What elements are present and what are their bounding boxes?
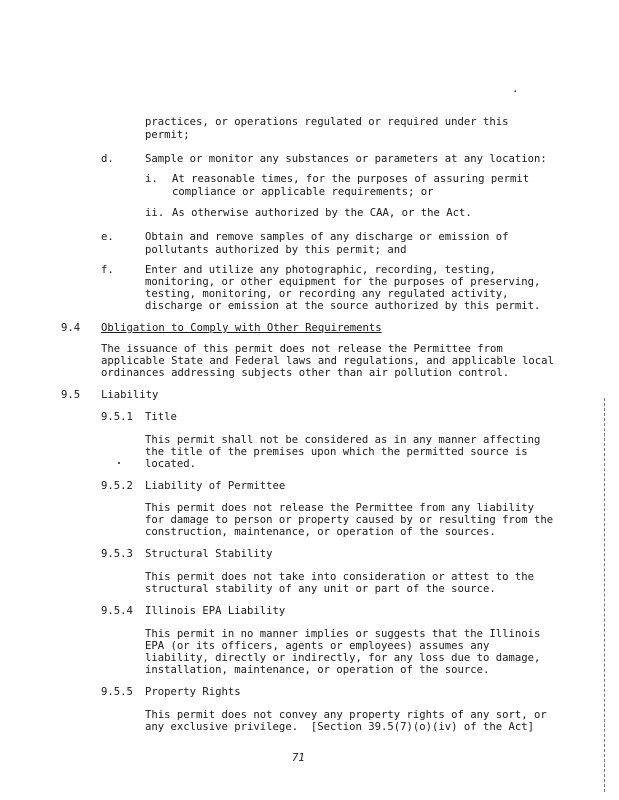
section-9-5-4-number: 9.5.4 xyxy=(101,605,133,617)
section-9-5-4-line-1: This permit in no manner implies or suggests that the Illinois xyxy=(145,628,541,640)
stray-mark xyxy=(118,462,120,464)
item-e-marker: e. xyxy=(101,231,114,243)
item-c-line-2: permit; xyxy=(145,129,190,141)
section-9-4-title: Obligation to Comply with Other Requirements xyxy=(101,322,382,334)
item-d-text: Sample or monitor any substances or parameters at any location: xyxy=(145,153,547,165)
section-9-5-2-title: Liability of Permittee xyxy=(145,480,286,492)
section-9-5-1-line-2: the title of the premises upon which the permitted source is xyxy=(145,446,528,458)
page-number: 71 xyxy=(292,752,305,764)
item-f-marker: f. xyxy=(101,264,114,276)
section-9-5-number: 9.5 xyxy=(61,389,81,401)
section-9-5-title: Liability xyxy=(101,389,159,401)
section-9-5-3-title: Structural Stability xyxy=(145,548,273,560)
top-mark: · xyxy=(512,86,519,98)
item-d-sub-i-marker: i. xyxy=(145,173,158,185)
item-d-marker: d. xyxy=(101,153,114,165)
section-9-5-2-line-3: construction, maintenance, or operation of the sources. xyxy=(145,526,496,538)
section-9-5-4-line-2: EPA (or its officers, agents or employees) assumes any xyxy=(145,640,490,652)
item-f-line-1: Enter and utilize any photographic, recording, testing, xyxy=(145,264,496,276)
item-d-sub-i-line-2: compliance or applicable requirements; or xyxy=(172,186,434,198)
section-9-4-line-1: The issuance of this permit does not release the Permittee from xyxy=(101,343,503,355)
section-9-5-5-number: 9.5.5 xyxy=(101,686,133,698)
section-9-5-5-line-2: any exclusive privilege. [Section 39.5(7)(o)(iv) of the Act] xyxy=(145,721,535,733)
item-f-line-3: testing, monitoring, or recording any regulated activity, xyxy=(145,288,509,300)
section-9-5-2-line-2: for damage to person or property caused by or resulting from the xyxy=(145,514,554,526)
item-c-line-1: practices, or operations regulated or required under this xyxy=(145,116,509,128)
section-9-5-2-line-1: This permit does not release the Permittee from any liability xyxy=(145,502,535,514)
section-9-5-3-line-2: structural stability of any unit or part of the source. xyxy=(145,583,496,595)
section-9-5-1-title: Title xyxy=(145,411,177,423)
section-9-5-4-line-3: liability, directly or indirectly, for any loss due to damage, xyxy=(145,652,541,664)
section-9-5-5-line-1: This permit does not convey any property rights of any sort, or xyxy=(145,709,547,721)
section-9-5-1-line-1: This permit shall not be considered as in any manner affecting xyxy=(145,434,541,446)
section-9-5-3-number: 9.5.3 xyxy=(101,548,133,560)
section-9-5-3-line-1: This permit does not take into consideration or attest to the xyxy=(145,571,535,583)
item-d-sub-ii-text: As otherwise authorized by the CAA, or the Act. xyxy=(172,207,472,219)
item-f-line-2: monitoring, or other equipment for the purposes of preserving, xyxy=(145,276,541,288)
section-9-4-line-2: applicable State and Federal laws and regulations, and applicable local xyxy=(101,355,554,367)
item-e-line-2: pollutants authorized by this permit; and xyxy=(145,244,407,256)
section-9-5-1-number: 9.5.1 xyxy=(101,411,133,423)
section-9-5-2-number: 9.5.2 xyxy=(101,480,133,492)
scan-edge-line xyxy=(604,398,605,792)
item-f-line-4: discharge or emission at the source authorized by this permit. xyxy=(145,300,541,312)
section-9-5-1-line-3: located. xyxy=(145,458,197,470)
section-9-5-4-line-4: installation, maintenance, or operation of the source. xyxy=(145,664,490,676)
section-9-5-4-title: Illinois EPA Liability xyxy=(145,605,286,617)
item-d-sub-i-line-1: At reasonable times, for the purposes of assuring permit xyxy=(172,173,530,185)
section-9-5-5-title: Property Rights xyxy=(145,686,241,698)
item-e-line-1: Obtain and remove samples of any discharge or emission of xyxy=(145,231,509,243)
section-9-4-number: 9.4 xyxy=(61,322,81,334)
item-d-sub-ii-marker: ii. xyxy=(145,207,165,219)
section-9-4-line-3: ordinances addressing subjects other than air pollution control. xyxy=(101,367,510,379)
